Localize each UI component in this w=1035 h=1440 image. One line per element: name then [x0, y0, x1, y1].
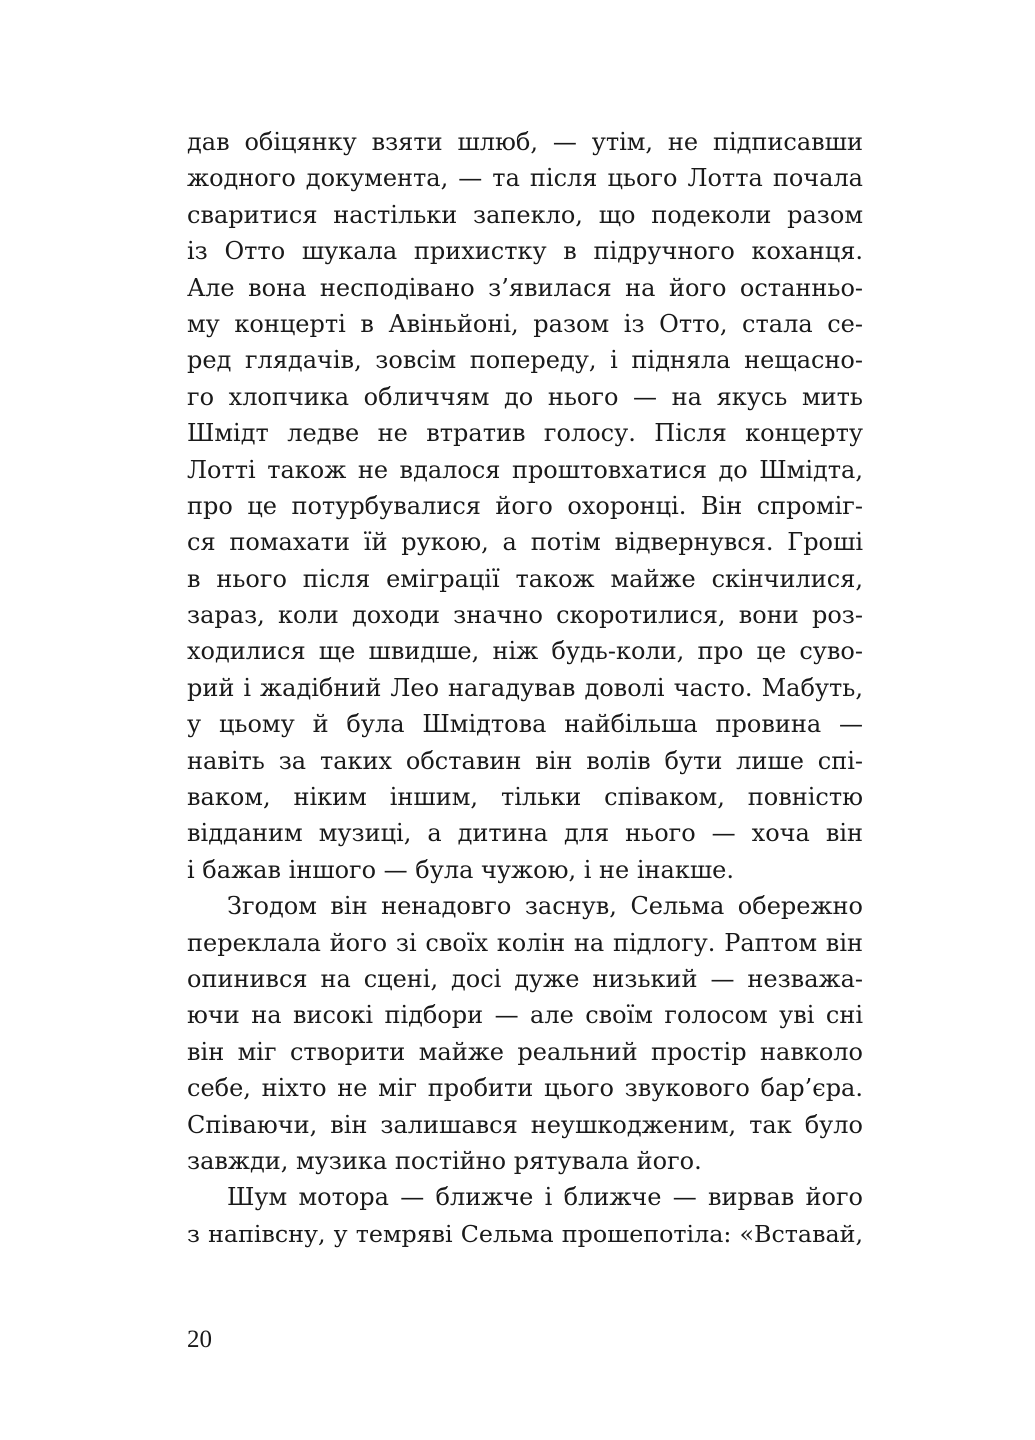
- text-line: Але вона несподівано з’явилася на його останньо-: [187, 273, 863, 302]
- text-line: завжди, музика постійно рятувала його.: [187, 1146, 702, 1175]
- text-line: Шум мотора — ближче і ближче — вирвав його: [227, 1183, 863, 1212]
- text-line: ходилися ще швидше, ніж будь-коли, про це суво-: [187, 637, 863, 666]
- text-line: відданим музиці, а дитина для нього — хоча він: [187, 819, 863, 848]
- text-line: опинився на сцені, досі дуже низький — незважа-: [187, 964, 863, 993]
- text-line: Шмідт ледве не втратив голосу. Після концерту: [187, 419, 863, 448]
- body-text: [187, 124, 863, 1252]
- text-line: переклала його зі своїх колін на підлогу. Раптом він: [187, 928, 863, 957]
- text-line: дав обіцянку взяти шлюб, — утім, не підписавши: [187, 128, 863, 156]
- text-line: він міг створити майже реальний простір навколо: [187, 1037, 863, 1066]
- text-line: навіть за таких обставин він волів бути лише спі-: [187, 746, 863, 775]
- text-line: сваритися настільки запекло, що подеколи разом: [187, 200, 863, 229]
- text-line: Співаючи, він залишався неушкодженим, так було: [187, 1110, 863, 1139]
- text-line: го хлопчика обличчям до нього — на якусь мить: [187, 382, 863, 411]
- text-line: про це потурбувалися його охоронці. Він спроміг-: [187, 491, 863, 520]
- paragraph: [187, 1179, 863, 1252]
- text-line: із Отто шукала прихистку в підручного коханця.: [187, 237, 863, 266]
- text-line: му концерті в Авіньйоні, разом із Отто, стала се-: [187, 309, 863, 338]
- text-line: Лотті також не вдалося проштовхатися до Шмідта,: [187, 455, 863, 484]
- paragraph: [187, 124, 863, 888]
- page-number: 20: [187, 1326, 212, 1353]
- text-line: жодного документа, — та після цього Лотта почала: [187, 164, 863, 193]
- text-line: себе, ніхто не міг пробити цього звукового бар’єра.: [187, 1074, 863, 1103]
- text-line: зараз, коли доходи значно скоротилися, вони роз-: [187, 601, 863, 630]
- text-line: рий і жадібний Лео нагадував доволі часто. Мабуть,: [187, 673, 863, 702]
- text-line: у цьому й була Шмідтова найбільша провина —: [187, 710, 863, 739]
- text-line: ред глядачів, зовсім попереду, і підняла нещасно-: [187, 346, 863, 375]
- text-line: ся помахати їй рукою, а потім відвернувся. Гроші: [187, 528, 863, 557]
- text-line: з напівсну, у темряві Сельма прошепотіла: «Вставай,: [187, 1219, 863, 1248]
- paragraph: [187, 888, 863, 1179]
- text-line: ваком, ніким іншим, тільки співаком, повністю: [187, 783, 863, 812]
- text-line: і бажав іншого — була чужою, і не інакше.: [187, 855, 734, 884]
- text-line: Згодом він ненадовго заснув, Сельма обережно: [227, 892, 863, 921]
- text-line: ючи на високі підбори — але своїм голосом уві сні: [187, 1001, 863, 1030]
- text-line: в нього після еміграції також майже скінчилися,: [187, 564, 863, 593]
